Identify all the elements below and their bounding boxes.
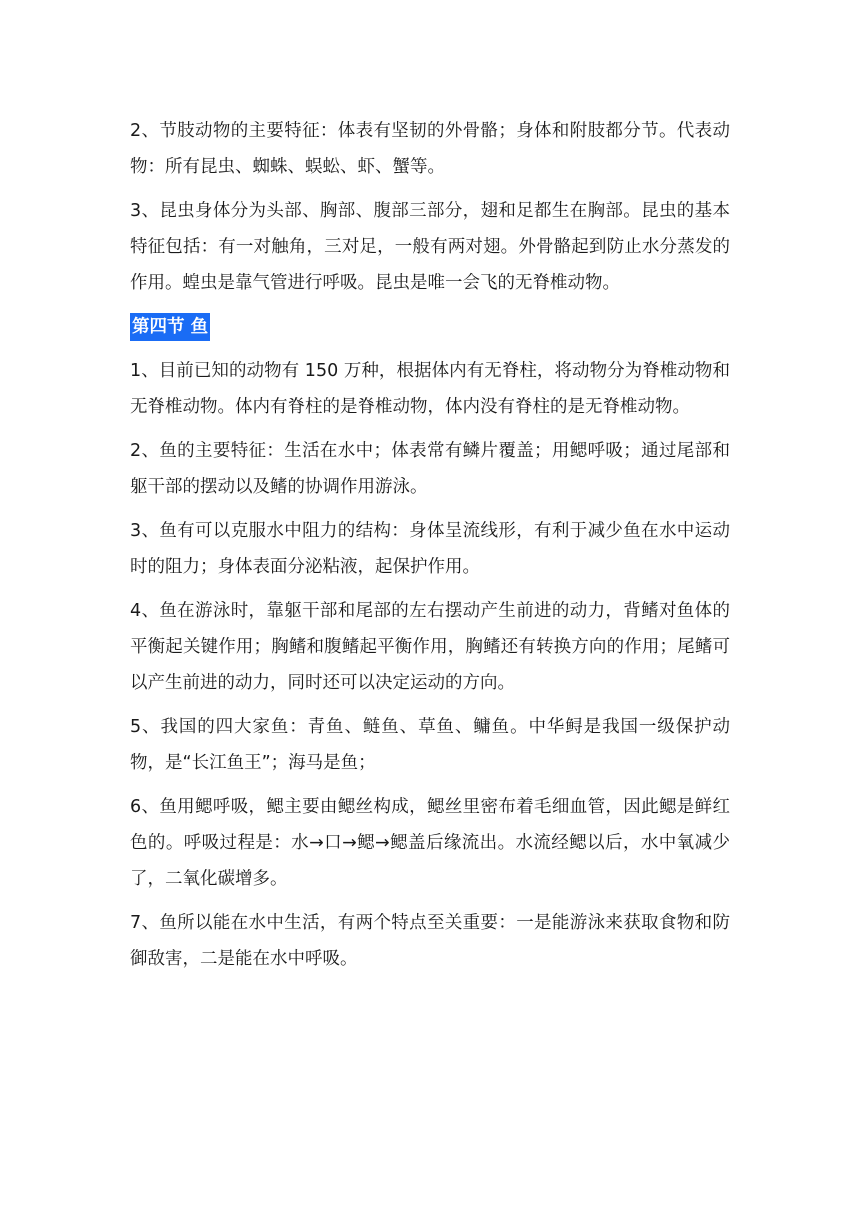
paragraph-animal-classification: 1、目前已知的动物有 150 万种，根据体内有无脊柱，将动物分为脊椎动物和无脊椎动物。体内有脊柱的是脊椎动物，体内没有脊柱的是无脊椎动物。 xyxy=(130,361,730,417)
paragraph-fish-swimming: 4、鱼在游泳时，靠躯干部和尾部的左右摆动产生前进的动力，背鳍对鱼体的平衡起关键作用；胸鳍和腹鳍起平衡作用，胸鳍还有转换方向的作用；尾鳍可以产生前进的动力，同时还可以决定运动的方向。 xyxy=(130,601,730,693)
paragraph-four-major-fish: 5、我国的四大家鱼：青鱼、鲢鱼、草鱼、鳙鱼。中华鲟是我国一级保护动物，是“长江鱼王”；海马是鱼； xyxy=(130,717,730,773)
section-heading-fish: 第四节 鱼 xyxy=(130,313,210,341)
paragraph-insect-body: 3、昆虫身体分为头部、胸部、腹部三部分，翅和足都生在胸部。昆虫的基本特征包括：有一对触角，三对足，一般有两对翅。外骨骼起到防止水分蒸发的作用。蝗虫是靠气管进行呼吸。昆虫是唯一会飞的无脊椎动物。 xyxy=(130,201,730,293)
section-heading-wrap xyxy=(130,309,730,351)
paragraph-fish-survival: 7、鱼所以能在水中生活，有两个特点至关重要：一是能游泳来获取食物和防御敌害，二是能在水中呼吸。 xyxy=(130,913,730,969)
document-page xyxy=(130,113,730,985)
paragraph-arthropod-features: 2、节肢动物的主要特征：体表有坚韧的外骨骼；身体和附肢都分节。代表动物：所有昆虫、蜘蛛、蜈蚣、虾、蟹等。 xyxy=(130,121,730,177)
paragraph-fish-gills: 6、鱼用鳃呼吸，鳃主要由鳃丝构成，鳃丝里密布着毛细血管，因此鳃是鲜红色的。呼吸过程是：水→口→鳃→鳃盖后缘流出。水流经鳃以后，水中氧减少了，二氧化碳增多。 xyxy=(130,797,730,889)
paragraph-fish-features: 2、鱼的主要特征：生活在水中；体表常有鳞片覆盖；用鳃呼吸；通过尾部和躯干部的摆动以及鳍的协调作用游泳。 xyxy=(130,441,730,497)
paragraph-fish-structure: 3、鱼有可以克服水中阻力的结构：身体呈流线形，有利于减少鱼在水中运动时的阻力；身体表面分泌粘液，起保护作用。 xyxy=(130,521,730,577)
